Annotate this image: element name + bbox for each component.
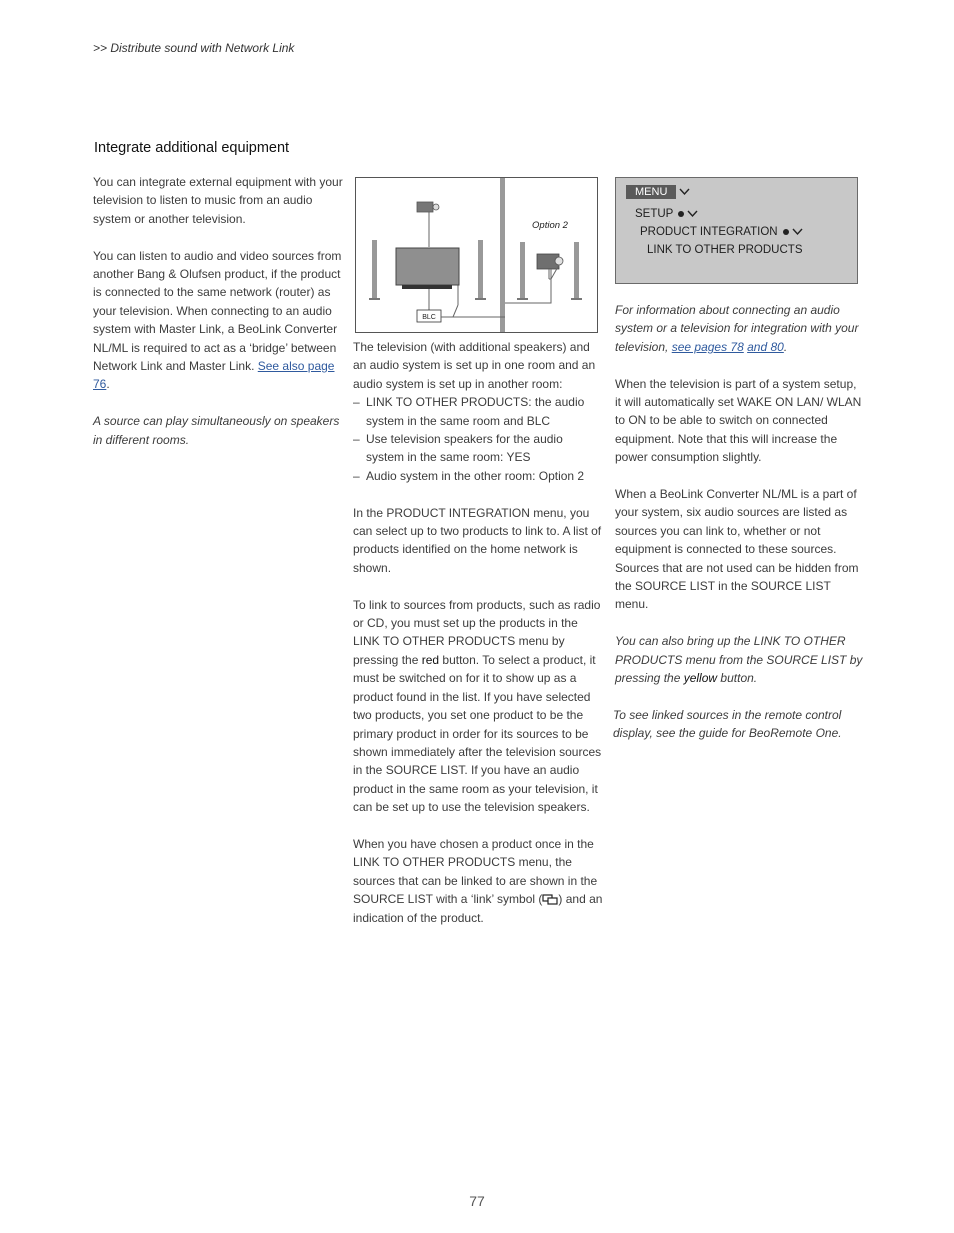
- select-dot-icon: [678, 211, 684, 217]
- menu-button-label: MENU: [626, 185, 676, 199]
- room-divider-wall: [500, 178, 505, 332]
- yellow-button-paragraph: [615, 632, 865, 687]
- setup-intro-paragraph: The television (with additional speakers) and an audio system is set up in one room and an audio system is set up in another room:: [353, 340, 596, 391]
- menu-line: [626, 185, 690, 199]
- breadcrumb: >> Distribute sound with Network Link: [93, 41, 295, 55]
- connection-info-text: For information about connecting an audio system or a television for integration with your television,: [615, 303, 859, 354]
- see-pages-78-link[interactable]: see pages 78: [671, 339, 744, 354]
- audio-system-room1: [417, 202, 433, 212]
- speaker-room2-left: [520, 242, 525, 298]
- left-column: [93, 173, 343, 467]
- network-paragraph-text: You can listen to audio and video sources from another Bang & Olufsen product, if the product is connected to the same network (router) as your television. When connecting to an audio system with Master Link, a BeoLink Converter NL/ML is required to act as a ‘bridge’ between Network Link and Master Link.: [93, 248, 342, 374]
- network-paragraph: You can listen to audio and video sources from another Bang & Olufsen product, if the product is connected to the same network (router) as your television. When connecting to an audio system with Master Link, a BeoLink Converter NL/ML is required to act as a ‘bridge’ between Network Link and Master Link. See also page 76.: [93, 248, 342, 392]
- right-column: [615, 301, 865, 761]
- link-symbol-icon: [542, 894, 558, 905]
- select-dot-icon: [783, 229, 789, 235]
- source-list-text-a: When you have chosen a product once in the LINK TO OTHER PRODUCTS menu, the sources that can be linked to are shown in the SOURCE LIST with a ‘link’ symbol (: [353, 836, 598, 907]
- remote-guide-paragraph: To see linked sources in the remote control display, see the guide for BeoRemote One.: [613, 707, 842, 741]
- speaker-room2-right: [574, 242, 579, 298]
- television-stand: [402, 285, 452, 289]
- television: [396, 248, 459, 285]
- list-item: – Audio system in the other room: Option 2: [353, 467, 603, 485]
- blc-label: BLC: [422, 314, 436, 321]
- setup-label: SETUP: [635, 208, 674, 220]
- room-setup-diagram: [355, 177, 598, 333]
- page-number: 77: [469, 1193, 485, 1209]
- simultaneous-note: A source can play simultaneously on speakers in different rooms.: [93, 414, 340, 447]
- speaker-left: [372, 240, 377, 298]
- connection-info-paragraph: [615, 301, 865, 356]
- product-integration-line: [640, 226, 803, 238]
- middle-column: [353, 338, 603, 945]
- see-also-page-76-link[interactable]: See also page 76: [93, 359, 335, 392]
- link-products-label: LINK TO OTHER PRODUCTS: [647, 244, 803, 256]
- beolink-converter-paragraph: When a BeoLink Converter NL/ML is a part of your system, six audio sources are listed as sources you can link to, whether or not equipment is connected to these sources. Sources that are not used can be hidden from the SOURCE LIST in the SOURCE LIST menu.: [615, 487, 859, 612]
- section-title: Integrate additional equipment: [94, 140, 290, 156]
- link-products-line: [647, 244, 803, 256]
- menu-path-box: [615, 177, 858, 284]
- source-list-text-b: ) and an indication of the product.: [353, 892, 603, 925]
- wake-on-lan-paragraph: When the television is part of a system setup, it will automatically set WAKE ON LAN/ WLAN to ON to be able to switch on connected equipment. Note that this will increase the power consumption slightly.: [615, 376, 862, 465]
- product-integration-paragraph: In the PRODUCT INTEGRATION menu, you can select up to two products to link to. A list of products identified on the home network is shown.: [353, 505, 602, 575]
- diagram-frame: [356, 178, 598, 333]
- and-80-link[interactable]: and 80: [747, 339, 784, 354]
- link-sources-text-b: button. To select a product, it must be switched on for it to show up as a product found in the list. If you have selected two products, you set one product to be the primary product in order for its sources to be shown immediately after the television sources in the SOURCE LIST. If you have an audio product in the same room as your television, it can be set up to use the television speakers.: [353, 652, 602, 815]
- yellow-button-text-b: button.: [720, 671, 758, 686]
- chevron-down-icon: [679, 188, 690, 196]
- speaker-right: [478, 240, 483, 298]
- chevron-down-icon: [792, 228, 803, 236]
- intro-paragraph: You can integrate external equipment with your television to listen to music from an audio system or another television.: [93, 175, 343, 226]
- chevron-down-icon: [687, 210, 698, 218]
- red-button-word: red: [421, 652, 440, 667]
- yellow-button-word: yellow: [683, 671, 718, 686]
- setup-steps-list: [353, 393, 603, 485]
- list-item: – Use television speakers for the audio system in the same room: YES: [353, 430, 603, 467]
- list-item: – LINK TO OTHER PRODUCTS: the audio system in the same room and BLC: [353, 393, 603, 430]
- product-integration-label: PRODUCT INTEGRATION: [640, 226, 778, 238]
- link-sources-text-a: To link to sources from products, such as radio or CD, you must set up the products in the LINK TO OTHER PRODUCTS menu by pressing the: [353, 597, 601, 667]
- source-list-paragraph: [353, 835, 603, 927]
- link-sources-paragraph: [353, 596, 603, 817]
- option-2-label: Option 2: [532, 220, 568, 231]
- connection-info-end: .: [783, 339, 788, 354]
- yellow-button-text-a: You can also bring up the LINK TO OTHER PRODUCTS menu from the SOURCE LIST by pressing the: [615, 634, 863, 686]
- setup-line: [635, 208, 698, 220]
